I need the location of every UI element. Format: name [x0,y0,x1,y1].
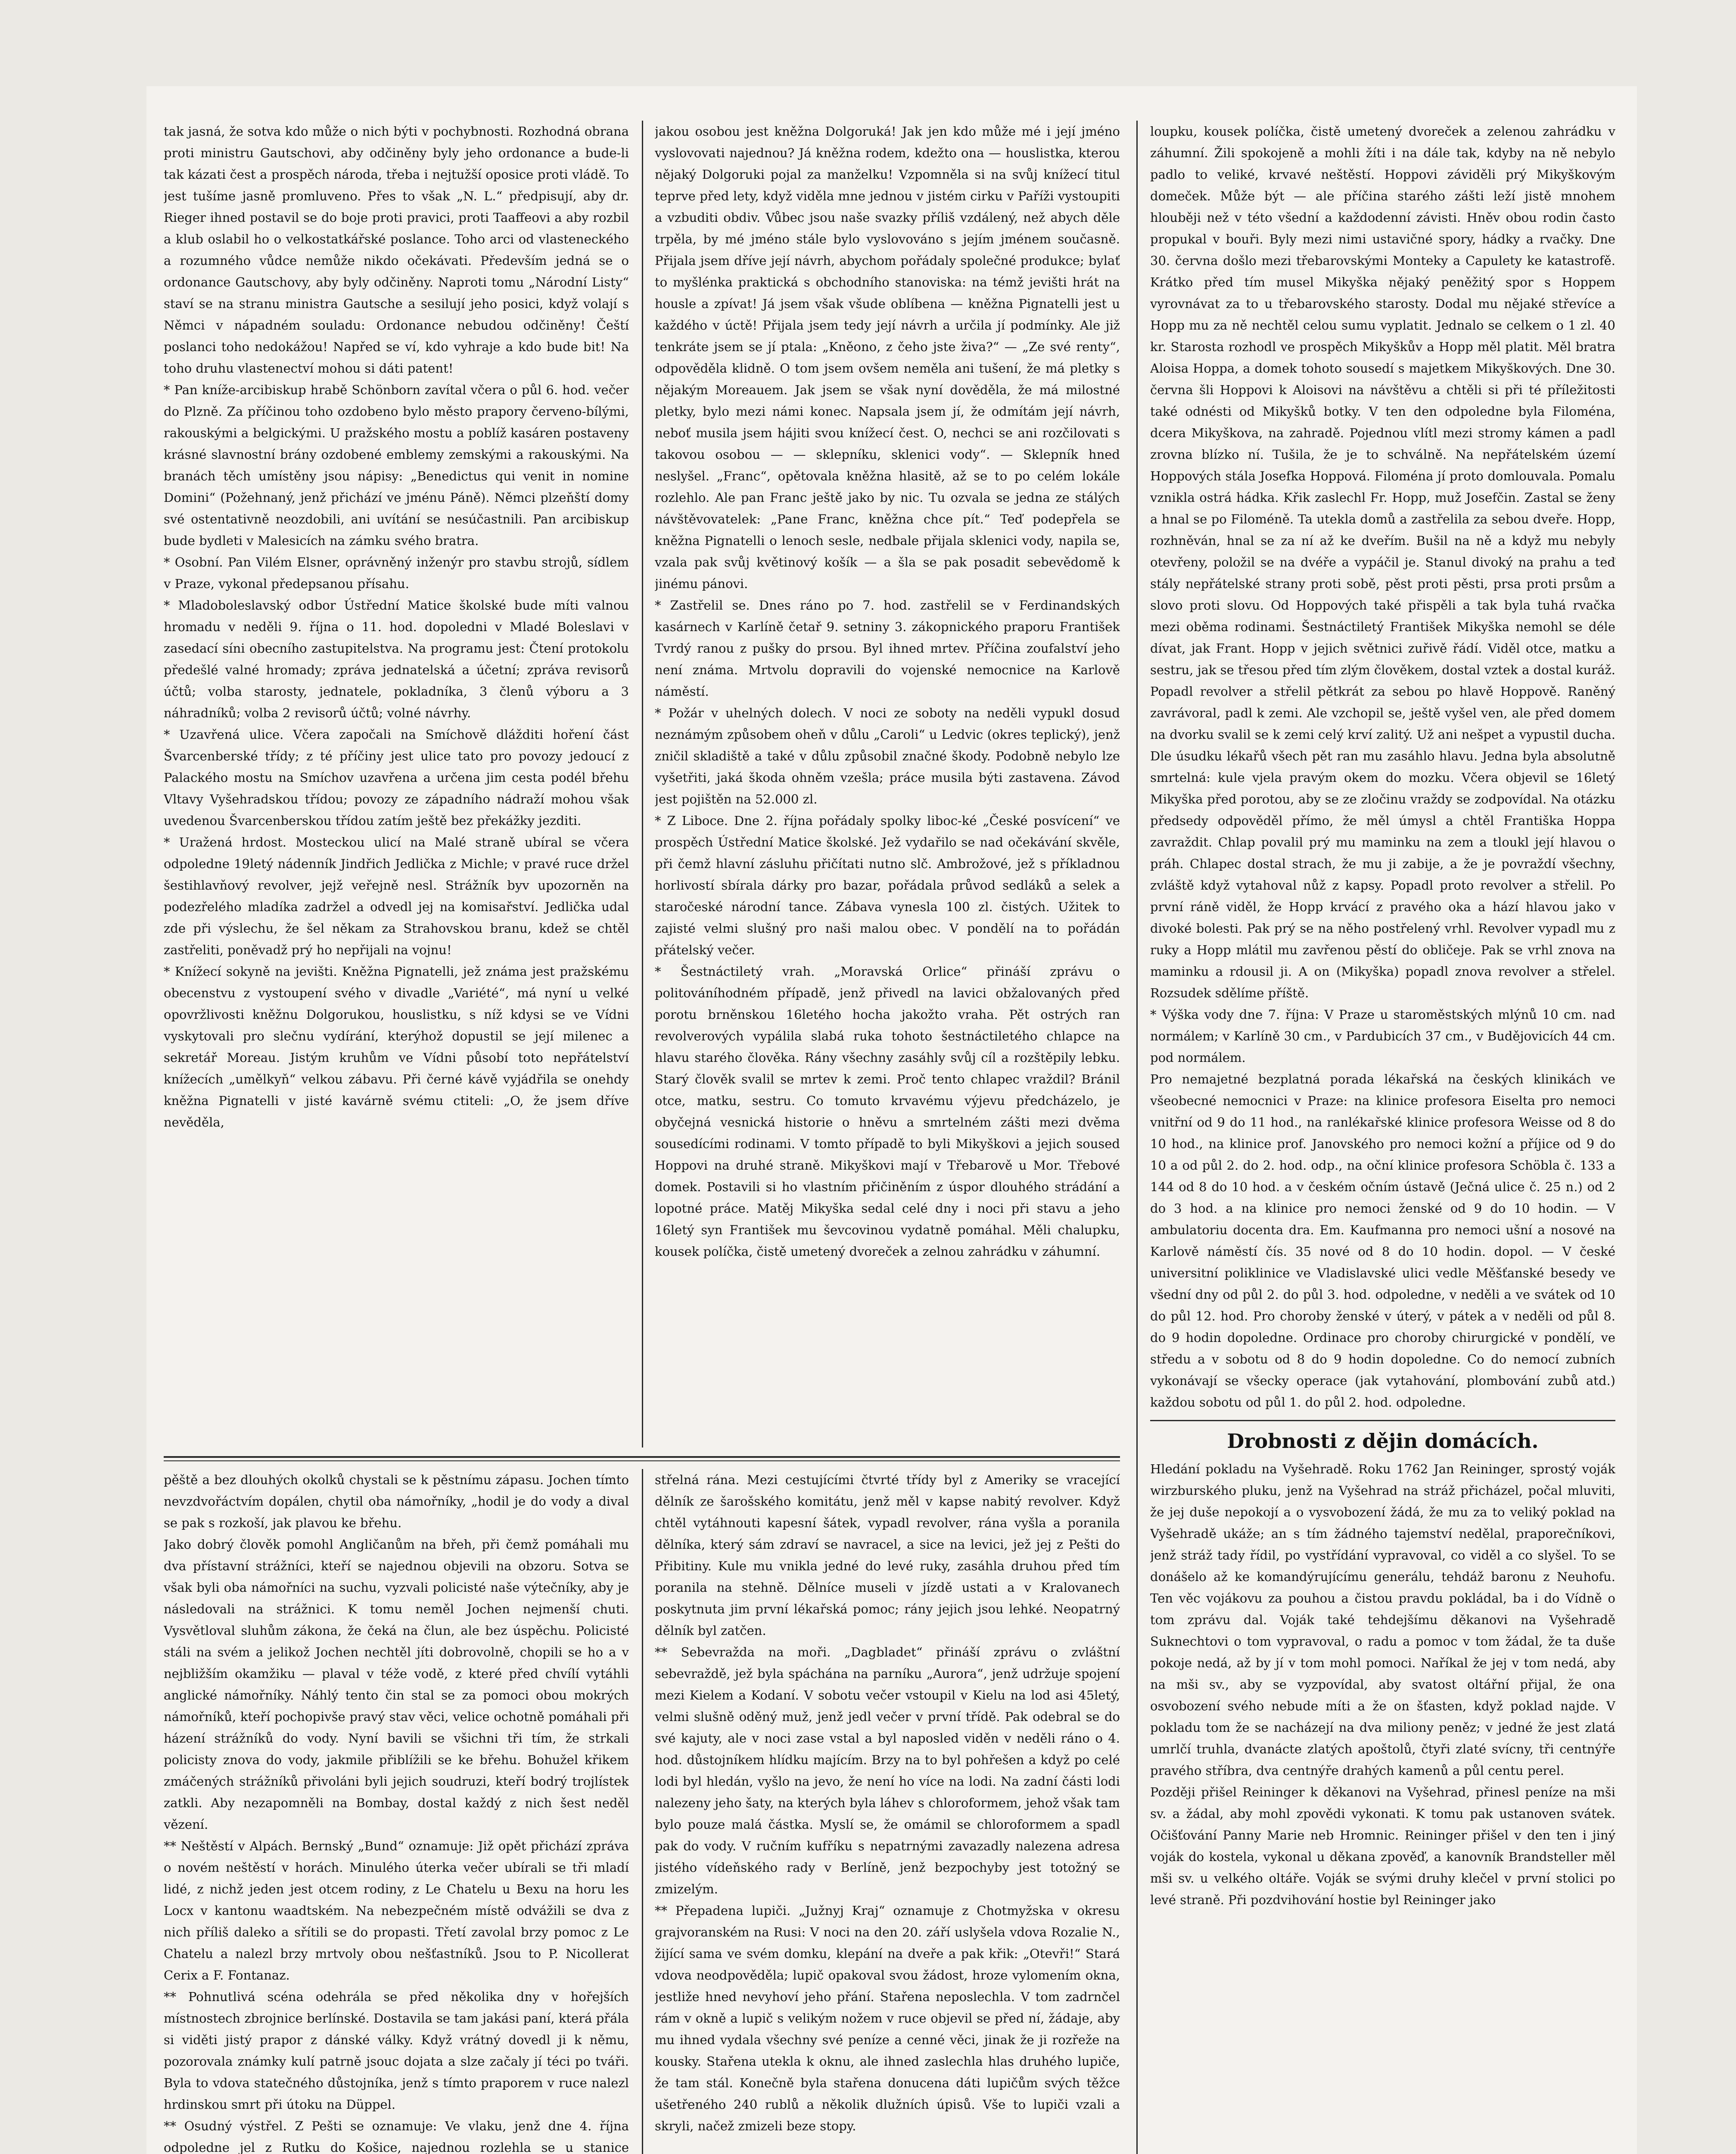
bottom-column-2 [655,1469,1120,2154]
bottom-column-1 [164,1469,629,2154]
article-paragraph: ** Neštěstí v Alpách. Bernský „Bund“ oznamuje: Již opět přichází zpráva o novém neštěstí v horách. Minulého úterka večer ubírali se tři mladí lidé, z nichž jeden jest otcem rodiny, z Le Chatelu u Bexu na horu les Locx v kantonu waadtském. Na nebezpečném místě odvážili se dva z nich příliš daleko a sřítili se do propasti. Třetí zavolal brzy pomoc z Le Chatelu a nalezl brzy mrtvoly obou nešťastníků. Jsou to P. Nicollerat Cerix a F. Fontanaz. [164,1839,629,1983]
column-3 [1150,121,1615,2154]
article-paragraph: jakou osobou jest kněžna Dolgoruká! Jak jen kdo může mé i její jméno vyslovovati najednou? Já kněžna rodem, kdežto ona — houslistka, kterou nějaký Dolgoruki pojal za manželku! Vzpomněla si na svůj knížecí titul teprve před lety, když viděla mne jednou v jistém cirku v Paříži vystoupiti a vzbuditi obdiv. Vůbec jsou naše svazky příliš vzdálený, než abych děle trpěla, by mé jméno stále bylo vyslovováno s jejím jménem současně. Přijala jsem dříve její návrh, abychom pořádaly společné produkce; bylať to myšlénka praktická s obchodního stanoviska: na témž jevišti hrát na housle a zpívat! Já jsem však všude oblíbena — kněžna Pignatelli jest u každého v úctě! Přijala jsem tedy její návrh a určila jí podmínky. Ale již tenkráte jsem se jí ptala: „Kněono, z čeho jste živa?“ — „Ze své renty“, odpověděla klidně. O tom jsem ovšem neměla ani tušení, že má pletky s nějakým Moreauem. Jak jsem se však nyní dověděla, že má milostné pletky, bylo mezi námi konec. Napsala jsem jí, že odmítám její návrh, neboť musila jsem hájiti svou knížecí čest. O, nechci se ani rozčilovati s takovou osobou — — sklepníku, sklenici vody“. — Sklepník hned neslyšel. „Franc“, opětovala kněžna hlasitě, až se to po celém lokále rozlehlo. Ale pan Franc ještě jako by nic. Tu ozvala se jedna ze stálých návštěvovatelek: „Pane Franc, kněžna chce pít.“ Teď podepřela se kněžna Pignatelli o lenoch sesle, nedbale přijala sklenici vody, napila se, vzala pak svůj květinový košík — a šla se pak posadit sebevědomě k jinému pánovi. [655,124,1120,591]
article-paragraph: * Požár v uhelných dolech. V noci ze soboty na neděli vypukl dosud neznámým způsobem oheň v důlu „Caroli“ u Ledvic (okres teplický), jenž zničil skladiště a také v důlu způsobil značné škody. Podobně nebylo lze vyšetřiti, jaká škoda ohněm vzešla; práce musila býti zastavena. Závod jest pojištěn na 52.000 zl. [655,706,1120,806]
article-paragraph: Později přišel Reininger k děkanovi na Vyšehrad, přinesl peníze na mši sv. a žádal, aby mohl zpovědi vykonati. K tomu pak ustanoven svátek. Očišťování Panny Marie neb Hromnic. Reininger přišel v den ten i jiný voják do kostela, vykonal u děkana zpověď, a kanovník Brandsteller měl mši sv. u velkého oltáře. Voják se svými druhy klečel v první stolici po levé straně. Při pozdvihování hostie byl Reininger jako [1150,1785,1615,1907]
section-rule [1150,1420,1615,1421]
article-paragraph: pěště a bez dlouhých okolků chystali se k pěstnímu zápasu. Jochen tímto nevzdvořáctvím dopálen, chytil oba námořníky, „hodil je do vody a dival se pak s rozkoší, jak plavou ke břehu. [164,1472,629,1530]
column-rule [1136,121,1138,2154]
article-paragraph: ** Sebevražda na moři. „Dagbladet“ přináší zprávu o zvláštní sebevraždě, jež byla spáchána na parníku „Aurora“, jenž udržuje spojení mezi Kielem a Kodaní. V sobotu večer vstoupil v Kielu na lod asi 45letý, velmi slušně oděný muž, jenž jedl večer v první třídě. Pak odebral se do své kajuty, ale v noci zase vstal a byl naposled viděn v neděli ráno o 4. hod. důstojníkem hlídku majícím. Brzy na to byl pohřešen a když po celé lodi byl hledán, vyšlo na jevo, že není ho více na lodi. Na zadní části lodi nalezeny jeho šaty, na kterých byla láhev s chloroformem, jehož však tam bylo pouze malá částka. Myslí se, že omámil se chloroformem a spadl pak do vody. V ručním kufříku s nepatrnými zavazadly nalezena adresa jistého vídeňského rady v Berlíně, jenž bezpochyby jest totožný se zmizelým. [655,1645,1120,1896]
article-paragraph: * Zastřelil se. Dnes ráno po 7. hod. zastřelil se v Ferdinandských kasárnech v Karlíně četař 9. setniny 3. zákopnického praporu František Tvrdý ranou z pušky do prsou. Byl ihned mrtev. Příčina zoufalství jeho není známa. Mrtvolu dopravili do vojenské nemocnice na Karlově náměstí. [655,598,1120,699]
article-paragraph: ** Přepadena lupiči. „Južnyj Kraj“ oznamuje z Chotmyžska v okresu grajvoranském na Rusi: V noci na den 20. září uslyšela vdova Rozalie N., žijící sama ve svém domku, klepání na dveře a pak křik: „Otevři!“ Stará vdova neodpověděla; lupič opakoval svou žádost, hroze vylomením okna, jestliže hned nevyhoví jeho přání. Stařena neposlechla. V tom zadrnčel rám v okně a lupič s velikým nožem v ruce objevil se před ní, žádaje, aby mu ihned vydala všechny své peníze a cenné věci, jinak že ji rozřeže na kousky. Stařena utekla k oknu, ale ihned zaslechla hlas druhého lupiče, že tam stál. Konečně byla stařena donucena dáti lupičům svých těžce ušetřeného 240 rublů a několik dlužních úpisů. Vše to lupiči vzali a skryli, načež zmizeli beze stopy. [655,1903,1120,2133]
column-1 [164,121,629,1447]
article-paragraph: Hledání pokladu na Vyšehradě. Roku 1762 Jan Reininger, sprostý voják wirzburského pluku, jenž na Vyšehrad na stráž přicházel, počal mluviti, že jej duše nepokojí a o vysvobození žádá, že mu za to veliký poklad na Vyšehradě ukáže; an s tím žádného tajemství nedělal, praporečníkovi, jenž stráž tady řídil, po vystřídání vypravoval, co viděl a co slyšel. To se donášelo až ke komandýrujícímu generálu, tehdáž baronu z Neuhofu. Ten věc vojákovu za pouhou a čistou pravdu pokládal, ba i do Vídně o tom zprávu dal. Voják také tehdejšímu děkanovi na Vyšehradě Suknechtovi o tom vypravoval, o radu a pomoc v tom žádal, že ta duše pokoje nedá, až by jí v tom mohl pomoci. Naříkal že jej v tom nedá, aby na mši sv., aby se vyzpovídal, aby svatost oltářní přijal, že ona osvobození svého nebude míti a že on šťasten, když poklad najde. V pokladu tom že se nacházejí na dva miliony peněz; v jedné že jest zlatá umrlčí truhla, dvanácte zlatých apoštolů, čtyři zlaté svícny, tři centnýře pravého stříbra, dva centnýře drahých kamenů a půl centu perel. [1150,1462,1615,1778]
column-rule [642,1469,643,2154]
article-paragraph: loupku, kousek políčka, čistě umetený dvoreček a zelenou zahrádku v záhumní. Žili spokojeně a mohli žíti i na dále tak, kdyby na ně nebylo padlo to veliké, krvavé neštěstí. Hoppovi záviděli prý Mikyškovým domeček. Může být — ale příčina starého zášti leží jistě mnohem hlouběji než v této všední a každodenní závisti. Hněv obou rodin často propukal v bouři. Byly mezi nimi ustavičné spory, hádky a rvačky. Dne 30. června došlo mezi třebarovskými Monteky a Capulety ke katastrofě. Krátko před tím musel Mikyška nějaký peněžitý spor s Hoppem vyrovnávat za to u třebarovského starosty. Dodal mu nějaké střevíce a Hopp mu za ně nechtěl celou sumu vyplatit. Jednalo se celkem o 1 zl. 40 kr. Starosta rozhodl ve prospěch Mikyškův a Hopp měl platit. Měl bratra Aloisa Hoppa, a domek tohoto sousedí s majetkem Mikyškových. Dne 30. června šli Hoppovi k Aloisovi na návštěvu a chtěli si při té příležitosti také odnésti od Mikyšků botky. V ten den odpoledne byla Filoména, dcera Mikyškova, na zahradě. Pojednou vlítl mezi stromy kámen a padl zrovna blízko ní. Tušila, že je to schválně. Na nepřátelském území Hoppových stála Josefka Hoppová. Filoména jí proto domlouvala. Pomalu vznikla ostrá hádka. Křik zaslechl Fr. Hopp, muž Josefčin. Zastal se ženy a hnal se po Filoméně. Ta utekla domů a zastřelila za sebou dveře. Hopp, rozhněván, hnal se za ní až ke dveřím. Bušil na ně a když mu nebyly otevřeny, položil se na dvéře a vypáčil je. Stanul divoký na prahu a teď stály nepřátelské strany proti sobě, pěst proti pěsti, prsa proti prsům a slovo proti slovu. Od Hoppových také přispěli a tak byla tuhá rvačka mezi oběma rodinami. Šestnáctiletý František Mikyška nemohl se déle dívat, jak Frant. Hopp v jejich světnici zuřivě řádí. Viděl otce, matku a sestru, jak se třesou před tím zlým člověkem, dostal vztek a dostal kuráž. Popadl revolver a střelil pětkrát za sebou po hlavě Hoppově. Raněný zavrávoral, padl k zemi. Ale vzchopil se, ještě vyšel ven, ale před domem na dvorku svalil se k zemi celý krví zalitý. Už ani nešpet a vypustil ducha. Dle úsudku lékařů všech pět ran mu zasáhlo hlavu. Jedna byla absolutně smrtelná: kule vjela pravým okem do mozku. Včera objevil se 16letý Mikyška před porotou, aby se ze zločinu vraždy se zodpovídal. Na otázku předsedy odpověděl přímo, že měl úmysl a chtěl Františka Hoppa zavraždit. Chlap povalil prý mu maminku na zem a tloukl její hlavou o práh. Chlapec dostal strach, že mu ji zabije, a že je povraždí všechny, zvláště když vytahoval nůž z kapsy. Popadl proto revolver a střelil. Po první ráně viděl, že Hopp krvácí z pravého oka a hází hlavou jako v divoké bolesti. Pak prý se na něho postřelený vrhl. Revolver vypadl mu z ruky a Hopp mlátil mu zavřenou pěstí do obličeje. Pak se vrhl znova na maminku a rdousil ji. A on (Mikyška) popadl znova revolver a střelel. Rozsudek sdělíme příště. [1150,124,1615,1000]
section-heading: Drobnosti z dějin domácích. [1227,1429,1539,1453]
article-paragraph: * Z Liboce. Dne 2. října pořádaly spolky liboc-ké „České posvícení“ ve prospěch Ústřední Matice školské. Jež vydařilo se nad očekávání skvěle, při čemž hlavní zásluhu přičítati nutno slč. Ambrožové, jež s příkladnou horlivostí sbírala dárky pro bazar, pořádala průvod sedláků a selek a staročeské národní tance. Zábava vynesla 100 zl. čistých. Užitek to zajisté velmi slušný pro naši malou obec. V pondělí na to pořádán přátelský večer. [655,813,1120,957]
newspaper-page [146,86,1637,2154]
column-2 [655,121,1120,1447]
article-paragraph: * Výška vody dne 7. října: V Praze u staroměstských mlýnů 10 cm. nad normálem; v Karlíně 30 cm., v Pardubicích 37 cm., v Budějovicích 44 cm. pod normálem. [1150,1007,1615,1065]
article-paragraph: * Pan kníže-arcibiskup hrabě Schönborn zavítal včera o půl 6. hod. večer do Plzně. Za příčinou toho ozdobeno bylo město prapory červeno-bílými, rakouskými a belgickými. U pražského mostu a poblíž kasáren postaveny krásné slavnostní brány ozdobené emblemy zemskými a rakouskými. Na branách těch umístěny jsou nápisy: „Benedictus qui venit in nomine Domini“ (Požehnaný, jenž přichází ve jménu Páně). Němci plzeňští domy své ostentativně neozdobili, ani uvítání se nesúčastnili. Pan arcibiskup bude bydleti v Malesicích na zámku svého bratra. [164,383,629,548]
article-paragraph: * Knížecí sokyně na jevišti. Kněžna Pignatelli, jež známa jest pražskému obecenstvu z vystoupení svého v divadle „Variété“, má nyní u velké opovržlivosti kněžnu Dolgorukou, houslistku, s níž kdysi se ve Vídni vyskytovali pro slečnu vydírání, kterýhož dopustil se její milenec a sekretář Moreau. Jistým kruhům ve Vídni působí toto nepřátelství knížecích „umělkyň“ velkou zábavu. Při černé kávě vyjádřila se onehdy kněžna Pignatelli v jisté kavárně svému ctiteli: „O, že jsem dříve nevěděla, [164,964,629,1130]
article-paragraph: * Uražená hrdost. Mosteckou ulicí na Malé straně ubíral se včera odpoledne 19letý nádenník Jindřich Jedlička z Michle; v pravé ruce držel šestihlavňový revolver, jejž veřejně nesl. Strážník byv upozorněn na podezřelého mladíka zadržel a odvedl jej na komisařství. Jedlička udal zde při výslechu, že šel někam za Strahovskou branu, kdež se chtěl zastřeliti, poněvadž prý ho nepřijali na vojnu! [164,835,629,957]
article-paragraph: * Mladoboleslavský odbor Ústřední Matice školské bude míti valnou hromadu v neděli 9. října o 11. hod. dopoledni v Mladé Boleslavi v zasedací síni obecního zastupitelstva. Na programu jest: Čtení protokolu předešlé valné hromady; zpráva jednatelská a účetní; zpráva revisorů účtů; volba starosty, jednatele, pokladníka, 3 členů výboru a 3 náhradníků; volba 2 revisorů účtů; volné návrhy. [164,598,629,720]
article-paragraph: Jako dobrý člověk pomohl Angličanům na břeh, při čemž pomáhali mu dva přístavní strážníci, kteří se najednou objevili na obzoru. Sotva se však byli oba námořníci na suchu, vyzvali policisté naše výtečníky, aby je následovali na strážnici. K tomu neměl Jochen nejmenší chuti. Vysvětloval sluhům zákona, že čeká na člun, ale bez úspěchu. Policisté stáli na svém a jelikož Jochen nechtěl jíti dobrovolně, chopili se ho a v nejbližším okamžiku — plaval v téže vodě, z které před chvílí vytáhli anglické námořníky. Náhlý tento čin stal se za pomoci obou mokrých námořníků, kteří pochopivše pravý stav věci, velice ochotně pomáhali při házení strážníků do vody. Nyní bavili se všichni tři tím, že strkali policisty znova do vody, jakmile přiblížili se ke břehu. Bohužel křikem zmáčených strážníků přivoláni byli jejich soudruzi, kteří bodrý trojlístek zatkli. Aby nezapomněli na Bombay, dostal každý z nich šest neděl vězení. [164,1537,629,1832]
article-paragraph: střelná rána. Mezi cestujícími čtvrté třídy byl z Ameriky se vracející dělník ze šarošského komitátu, jenž měl v kapse nabitý revolver. Když chtěl vytáhnouti kapesní šátek, vypadl revolver, rána vyšla a poranila dělníka, který sám zdraví se navracel, a sice na levici, jež jej z Pešti do Přibitiny. Kule mu vnikla jedné do levé ruky, zasáhla druhou před tím poranila na stehně. Dělníce museli v jízdě ustati a v Kralovanech poskytnuta jim první lékařská pomoc; rány jejich jsou lehké. Neopatrný dělník byl zatčen. [655,1472,1120,1638]
horizontal-rule [164,1460,1120,1461]
column-rule [642,121,643,1447]
article-paragraph: * Uzavřená ulice. Včera započali na Smíchově dlážditi hoření část Švarcenberské třídy; z té příčiny jest ulice tato pro povozy jedoucí z Palackého mostu na Smíchov uzavřena a určena jim cesta podél břehu Vltavy Vyšehradskou třídou; povozy ze západního nádraží mohou však uvedenou Švarcenberskou třídou zatím ještě bez překážky jezditi. [164,727,629,828]
article-paragraph: * Šestnáctiletý vrah. „Moravská Orlice“ přináší zprávu o politováníhodném případě, jenž přivedl na lavici obžalovaných před porotu brněnskou 16letého hocha jakožto vraha. Pět ostrých ran revolverových vypálila slabá ruka tohoto šestnáctiletého chlapce na hlavu starého člověka. Rány všechny zasáhly svůj cíl a rozštěpily lebku. Starý člověk svalil se mrtev k zemi. Proč tento chlapec vraždil? Bránil otce, matku, sestru. Co tomuto krvavému výjevu předcházelo, je obyčejná vesnická historie o hněvu a smrtelném zášti mezi dvěma sousedícími rodinami. V tomto případě to byli Mikyškovi a jejich soused Hoppovi na druhé straně. Mikyškovi mají v Třebarově u Mor. Třebové domek. Postavili si ho vlastním přičiněním z úspor dlouhého strádání a lopotné práce. Matěj Mikyška sedal celé dny i noci při stavu a jeho 16letý syn František mu ševcovinou vydatně pomáhal. Měli chalupku, kousek políčka, čistě umetený dvoreček a zelnou zahrádku v záhumní. [655,964,1120,1259]
article-paragraph: * Osobní. Pan Vilém Elsner, oprávněný inženýr pro stavbu strojů, sídlem v Praze, vykonal předepsanou přísahu. [164,555,629,591]
article-paragraph: ** Osudný výstřel. Z Pešti se oznamuje: Ve vlaku, jenž dne 4. října odpoledne jel z Rutku do Košice, najednou rozlehla se u stanice [164,2119,629,2154]
article-paragraph: tak jasná, že sotva kdo může o nich býti v pochybnosti. Rozhodná obrana proti ministru Gautschovi, aby odčiněny byly jeho ordonance a bude-li tak kázati čest a prospěch národa, třeba i nejtužší oposice proti vládě. To jest tušíme jasně promluveno. Přes to však „N. L.“ předpisují, aby dr. Rieger ihned postavil se do boje proti pravici, proti Taaffeovi a aby rozbil a klub oslabil ho o velkostatkářské poslance. Toho arci od vlasteneckého a rozumného vůdce nemůže nikdo očekávati. Především jedná se o ordonance Gautschovy, aby byly odčiněny. Naproti tomu „Národní Listy“ staví se na stranu ministra Gautsche a sesilují jeho posici, když volají s Němci v nápadném souladu: Ordonance nebudou odčiněny! Čeští poslanci toho nedokážou! Napřed se ví, kdo vyhraje a kdo bude bit! Na toho druhu vlastenectví mohou si dáti patent! [164,124,629,376]
article-paragraph: ** Pohnutlivá scéna odehrála se před několika dny v hořejších místnostech zbrojnice berlínské. Dostavila se tam jakási paní, která přála si viděti jistý prapor z dánské války. Když vrátný dovedl ji k němu, pozorovala známky kulí patrně jsouc dojata a slze začaly jí téci po tváři. Byla to vdova statečného důstojníka, jenž s tímto praporem v ruce nalezl hrdinskou smrt při útoku na Düppel. [164,1989,629,2112]
article-paragraph: Pro nemajetné bezplatná porada lékařská na českých klinikách ve všeobecné nemocnici v Praze: na klinice profesora Eiselta pro nemoci vnitřní od 9 do 11 hod., na ranlékařské klinice profesora Weisse od 8 do 10 hod., na klinice prof. Janovského pro nemoci kožní a příjice od 9 do 10 a od půl 2. do 2. hod. odp., na oční klinice profesora Schöbla č. 133 a 144 od 8 do 10 hod. a v českém očním ústavě (Ječná ulice č. 25 n.) od 2 do 3 hod. a na klinice pro nemoci ženské od 9 do 10 hodin. — V ambulatoriu docenta dra. Em. Kaufmanna pro nemoci ušní a nosové na Karlově náměstí čís. 35 nové od 8 do 10 hodin. dopol. — V české universitní poliklinice ve Vladislavské ulici vedle Měšťanské besedy ve všední dny od půl 2. do půl 3. hod. odpoledne, v neděli a ve svátek od 10 do půl 12. hod. Pro choroby ženské v úterý, v pátek a v neděli od půl 8. do 9 hodin dopoledne. Ordinace pro choroby chirurgické v pondělí, ve středu a v sobotu od 8 do 9 hodin dopoledne. Co do nemocí zubních vykonávají se všecky operace (jak vytahování, plombování zubů atd.) každou sobotu od půl 1. do půl 2. hod. odpoledne. [1150,1072,1615,1410]
horizontal-rule [164,1456,1120,1458]
